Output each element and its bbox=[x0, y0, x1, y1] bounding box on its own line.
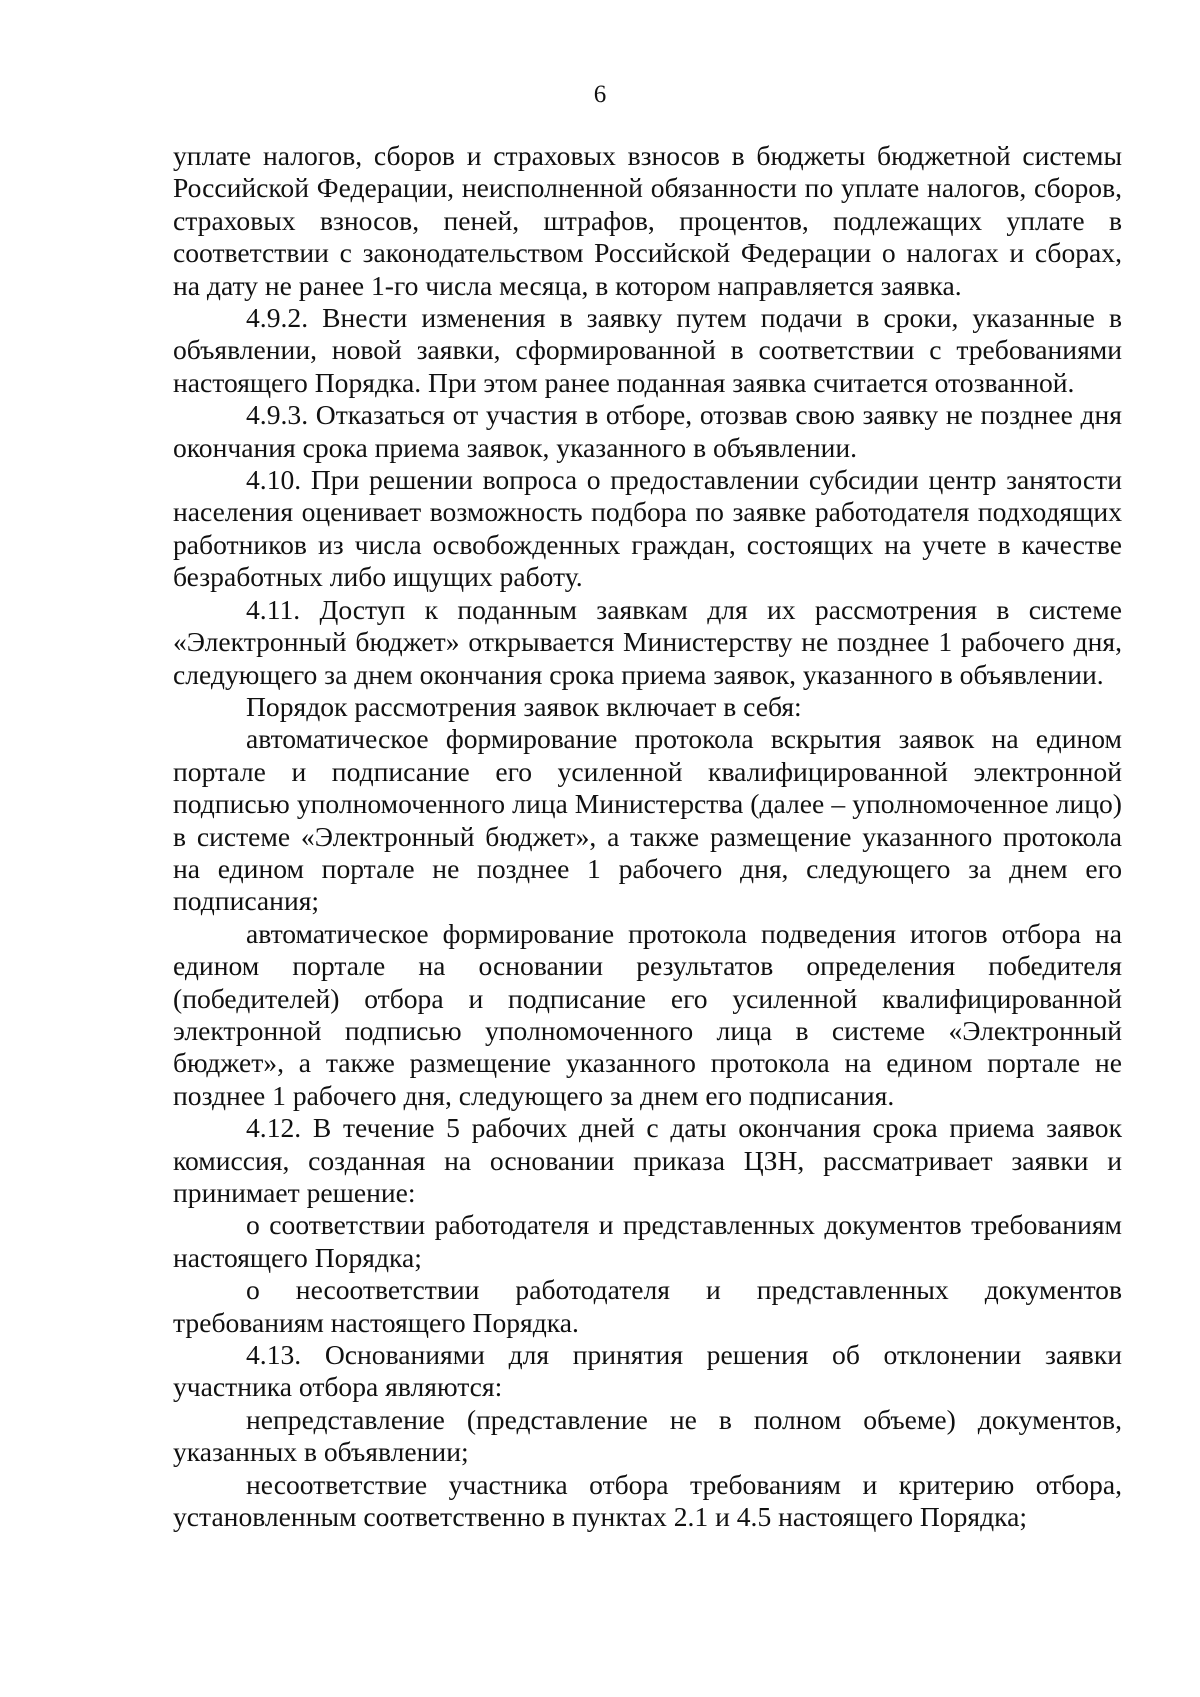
paragraph-4-12: 4.12. В течение 5 рабочих дней с даты окончания срока приема заявок комиссия, созданная на основании приказа ЦЗН, рассматривает заявки и принимает решение: bbox=[173, 1112, 1122, 1208]
paragraph-noncompliance: о несоответствии работодателя и представленных документов требованиям настоящего Порядка. bbox=[173, 1274, 1122, 1338]
paragraph-tax-payment: уплате налогов, сборов и страховых взносов в бюджеты бюджетной системы Российской Федерации, неисполненной обязанности по уплате налогов, сборов, страховых взносов, пеней, штрафов, процентов, подлежащих уплате в соответствии с законодательством Российской Федерации о налогах и сборах, на дату не ранее 1-го числа месяца, в котором направляется заявка. bbox=[173, 140, 1122, 301]
paragraph-compliance: о соответствии работодателя и представленных документов требованиям настоящего Порядка; bbox=[173, 1209, 1122, 1273]
paragraph-criteria-mismatch: несоответствие участника отбора требованиям и критерию отбора, установленным соответственно в пунктах 2.1 и 4.5 настоящего Порядка; bbox=[173, 1468, 1122, 1533]
paragraph-4-9-3: 4.9.3. Отказаться от участия в отборе, отозвав свою заявку не позднее дня окончания срока приема заявок, указанного в объявлении. bbox=[173, 399, 1122, 463]
paragraph-opening-protocol: автоматическое формирование протокола вскрытия заявок на едином портале и подписание его усиленной квалифицированной электронной подписью уполномоченного лица Министерства (далее – уполномоченное лицо) в системе «Электронный бюджет», а также размещение указанного протокола на едином портале не позднее 1 рабочего дня, следующего за днем его подписания; bbox=[173, 723, 1122, 917]
document-body bbox=[173, 140, 1122, 1533]
paragraph-4-11: 4.11. Доступ к поданным заявкам для их рассмотрения в системе «Электронный бюджет» открывается Министерству не позднее 1 рабочего дня, следующего за днем окончания срока приема заявок, указанного в объявлении. bbox=[173, 593, 1122, 690]
paragraph-nonsubmission: непредставление (представление не в полном объеме) документов, указанных в объявлении; bbox=[173, 1403, 1122, 1468]
paragraph-4-9-2: 4.9.2. Внести изменения в заявку путем подачи в сроки, указанные в объявлении, новой заявки, сформированной в соответствии с требованиями настоящего Порядка. При этом ранее поданная заявка считается отозванной. bbox=[173, 302, 1122, 398]
paragraph-4-13: 4.13. Основаниями для принятия решения об отклонении заявки участника отбора являются: bbox=[173, 1339, 1122, 1403]
page-number: 6 bbox=[593, 81, 607, 108]
paragraph-4-10: 4.10. При решении вопроса о предоставлении субсидии центр занятости населения оценивает возможность подбора по заявке работодателя подходящих работников из числа освобожденных граждан, состоящих на учете в качестве безработных либо ищущих работу. bbox=[173, 464, 1122, 593]
paragraph-review-procedure: Порядок рассмотрения заявок включает в себя: bbox=[246, 690, 802, 722]
paragraph-results-protocol: автоматическое формирование протокола подведения итогов отбора на едином портале на основании результатов определения победителя (победителей) отбора и подписание его усиленной квалифицированной электронной подписью уполномоченного лица в системе «Электронный бюджет», а также размещение указанного протокола на едином портале не позднее 1 рабочего дня, следующего за днем его подписания. bbox=[173, 917, 1122, 1111]
